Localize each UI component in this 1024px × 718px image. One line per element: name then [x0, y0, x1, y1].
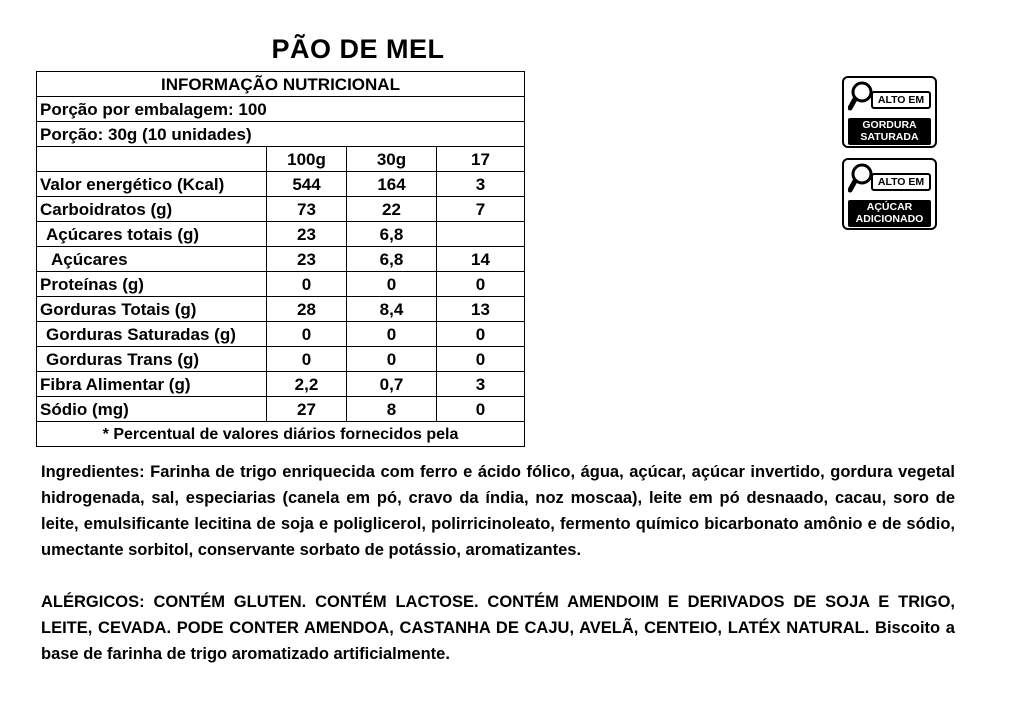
nutrient-label-cell [37, 347, 267, 372]
nutrient-label-cell [37, 222, 267, 247]
allergens-text: ALÉRGICOS: CONTÉM GLUTEN. CONTÉM LACTOSE. CONTÉM AMENDOIM E DERIVADOS DE SOJA E TRIGO, LEITE, CEVADA. PODE CONTER AMENDOA, CASTANHA DE CAJU, AVELÃ, CENTEIO, LATÉX NATURAL. Biscoito a base de farinha de trigo aromatizado artificialmente. [41, 593, 955, 663]
nutrient-label: Fibra Alimentar (g) [37, 372, 267, 397]
badge-nutrient [848, 118, 931, 145]
value-30g: 8,4 [347, 297, 437, 322]
portion-size: Porção: 30g (10 unidades) [37, 122, 525, 147]
ingredients-text: Ingredientes: Farinha de trigo enriquecida com ferro e ácido fólico, água, açúcar, açúcar invertido, gordura vegetal hidrogenada, sal, especiarias (canela em pó, cravo da índia, noz moscaa), leite em pó desnaado, cacau, soro de leite, emulsificante lecitina de soja e poliglicerol, polirricinoleato, fermento químico bicarbonato amônio e de sódio, umectante sorbitol, conservante sorbato de potássio, aromatizantes. [41, 463, 955, 559]
value-30g: 6,8 [347, 247, 437, 272]
high-added-sugar-badge [842, 158, 937, 230]
value-dv: 0 [437, 397, 525, 422]
table-row [37, 297, 525, 322]
value-100g: 0 [267, 322, 347, 347]
portion-pkg-row [37, 97, 525, 122]
product-title: PÃO DE MEL [271, 34, 445, 64]
column-header [37, 147, 267, 172]
value-100g: 2,2 [267, 372, 347, 397]
table-footnote: * Percentual de valores diários fornecidos pela [37, 422, 525, 447]
value-30g: 0 [347, 347, 437, 372]
table-row [37, 397, 525, 422]
high-saturated-fat-badge [842, 76, 937, 148]
table-row [37, 347, 525, 372]
value-dv: 3 [437, 172, 525, 197]
table-header-row [37, 72, 525, 97]
nutrient-label: Sódio (mg) [37, 397, 267, 422]
badge-line: SATURADA [860, 131, 919, 143]
value-dv [437, 222, 525, 247]
value-100g: 27 [267, 397, 347, 422]
nutrient-label: Gorduras Totais (g) [37, 297, 267, 322]
value-dv: 7 [437, 197, 525, 222]
alto-em-label: ALTO EM [871, 173, 931, 191]
nutrient-label: Carboidratos (g) [37, 197, 267, 222]
portion-row [37, 122, 525, 147]
footnote-row [37, 422, 525, 447]
table-row [37, 172, 525, 197]
column-header: 17 [437, 147, 525, 172]
value-100g: 28 [267, 297, 347, 322]
table-header: INFORMAÇÃO NUTRICIONAL [37, 72, 525, 97]
value-100g: 0 [267, 272, 347, 297]
value-dv: 0 [437, 322, 525, 347]
value-dv: 0 [437, 272, 525, 297]
nutrient-label: Gorduras Saturadas (g) [46, 324, 236, 344]
column-header: 100g [267, 147, 347, 172]
value-100g: 23 [267, 222, 347, 247]
value-dv: 0 [437, 347, 525, 372]
badge-line: AÇÚCAR [866, 201, 913, 213]
table-row [37, 322, 525, 347]
value-30g: 0,7 [347, 372, 437, 397]
value-30g: 0 [347, 272, 437, 297]
table-row [37, 197, 525, 222]
value-dv: 3 [437, 372, 525, 397]
table-row [37, 272, 525, 297]
value-30g: 22 [347, 197, 437, 222]
nutrient-label: Valor energético (Kcal) [37, 172, 267, 197]
badge-nutrient [848, 200, 931, 227]
nutrition-table [36, 71, 525, 447]
value-100g: 0 [267, 347, 347, 372]
nutrient-label: Açúcares [51, 249, 128, 269]
nutrient-label-cell [37, 247, 267, 272]
value-30g: 6,8 [347, 222, 437, 247]
value-30g: 8 [347, 397, 437, 422]
table-row [37, 372, 525, 397]
value-dv: 14 [437, 247, 525, 272]
column-header: 30g [347, 147, 437, 172]
nutrient-label: Açúcares totais (g) [46, 224, 200, 244]
value-dv: 13 [437, 297, 525, 322]
badge-top [848, 163, 931, 195]
value-30g: 0 [347, 322, 437, 347]
nutrient-label: Gorduras Trans (g) [46, 349, 200, 369]
badge-line: GORDURA [862, 119, 917, 131]
value-30g: 164 [347, 172, 437, 197]
column-header-row [37, 147, 525, 172]
value-100g: 23 [267, 247, 347, 272]
portion-per-package: Porção por embalagem: 100 [37, 97, 525, 122]
nutrient-label-cell [37, 322, 267, 347]
badge-top [848, 81, 931, 113]
alto-em-label: ALTO EM [871, 91, 931, 109]
nutrient-label: Proteínas (g) [37, 272, 267, 297]
badge-line: ADICIONADO [855, 213, 924, 225]
table-row [37, 222, 525, 247]
table-row [37, 247, 525, 272]
value-100g: 544 [267, 172, 347, 197]
value-100g: 73 [267, 197, 347, 222]
